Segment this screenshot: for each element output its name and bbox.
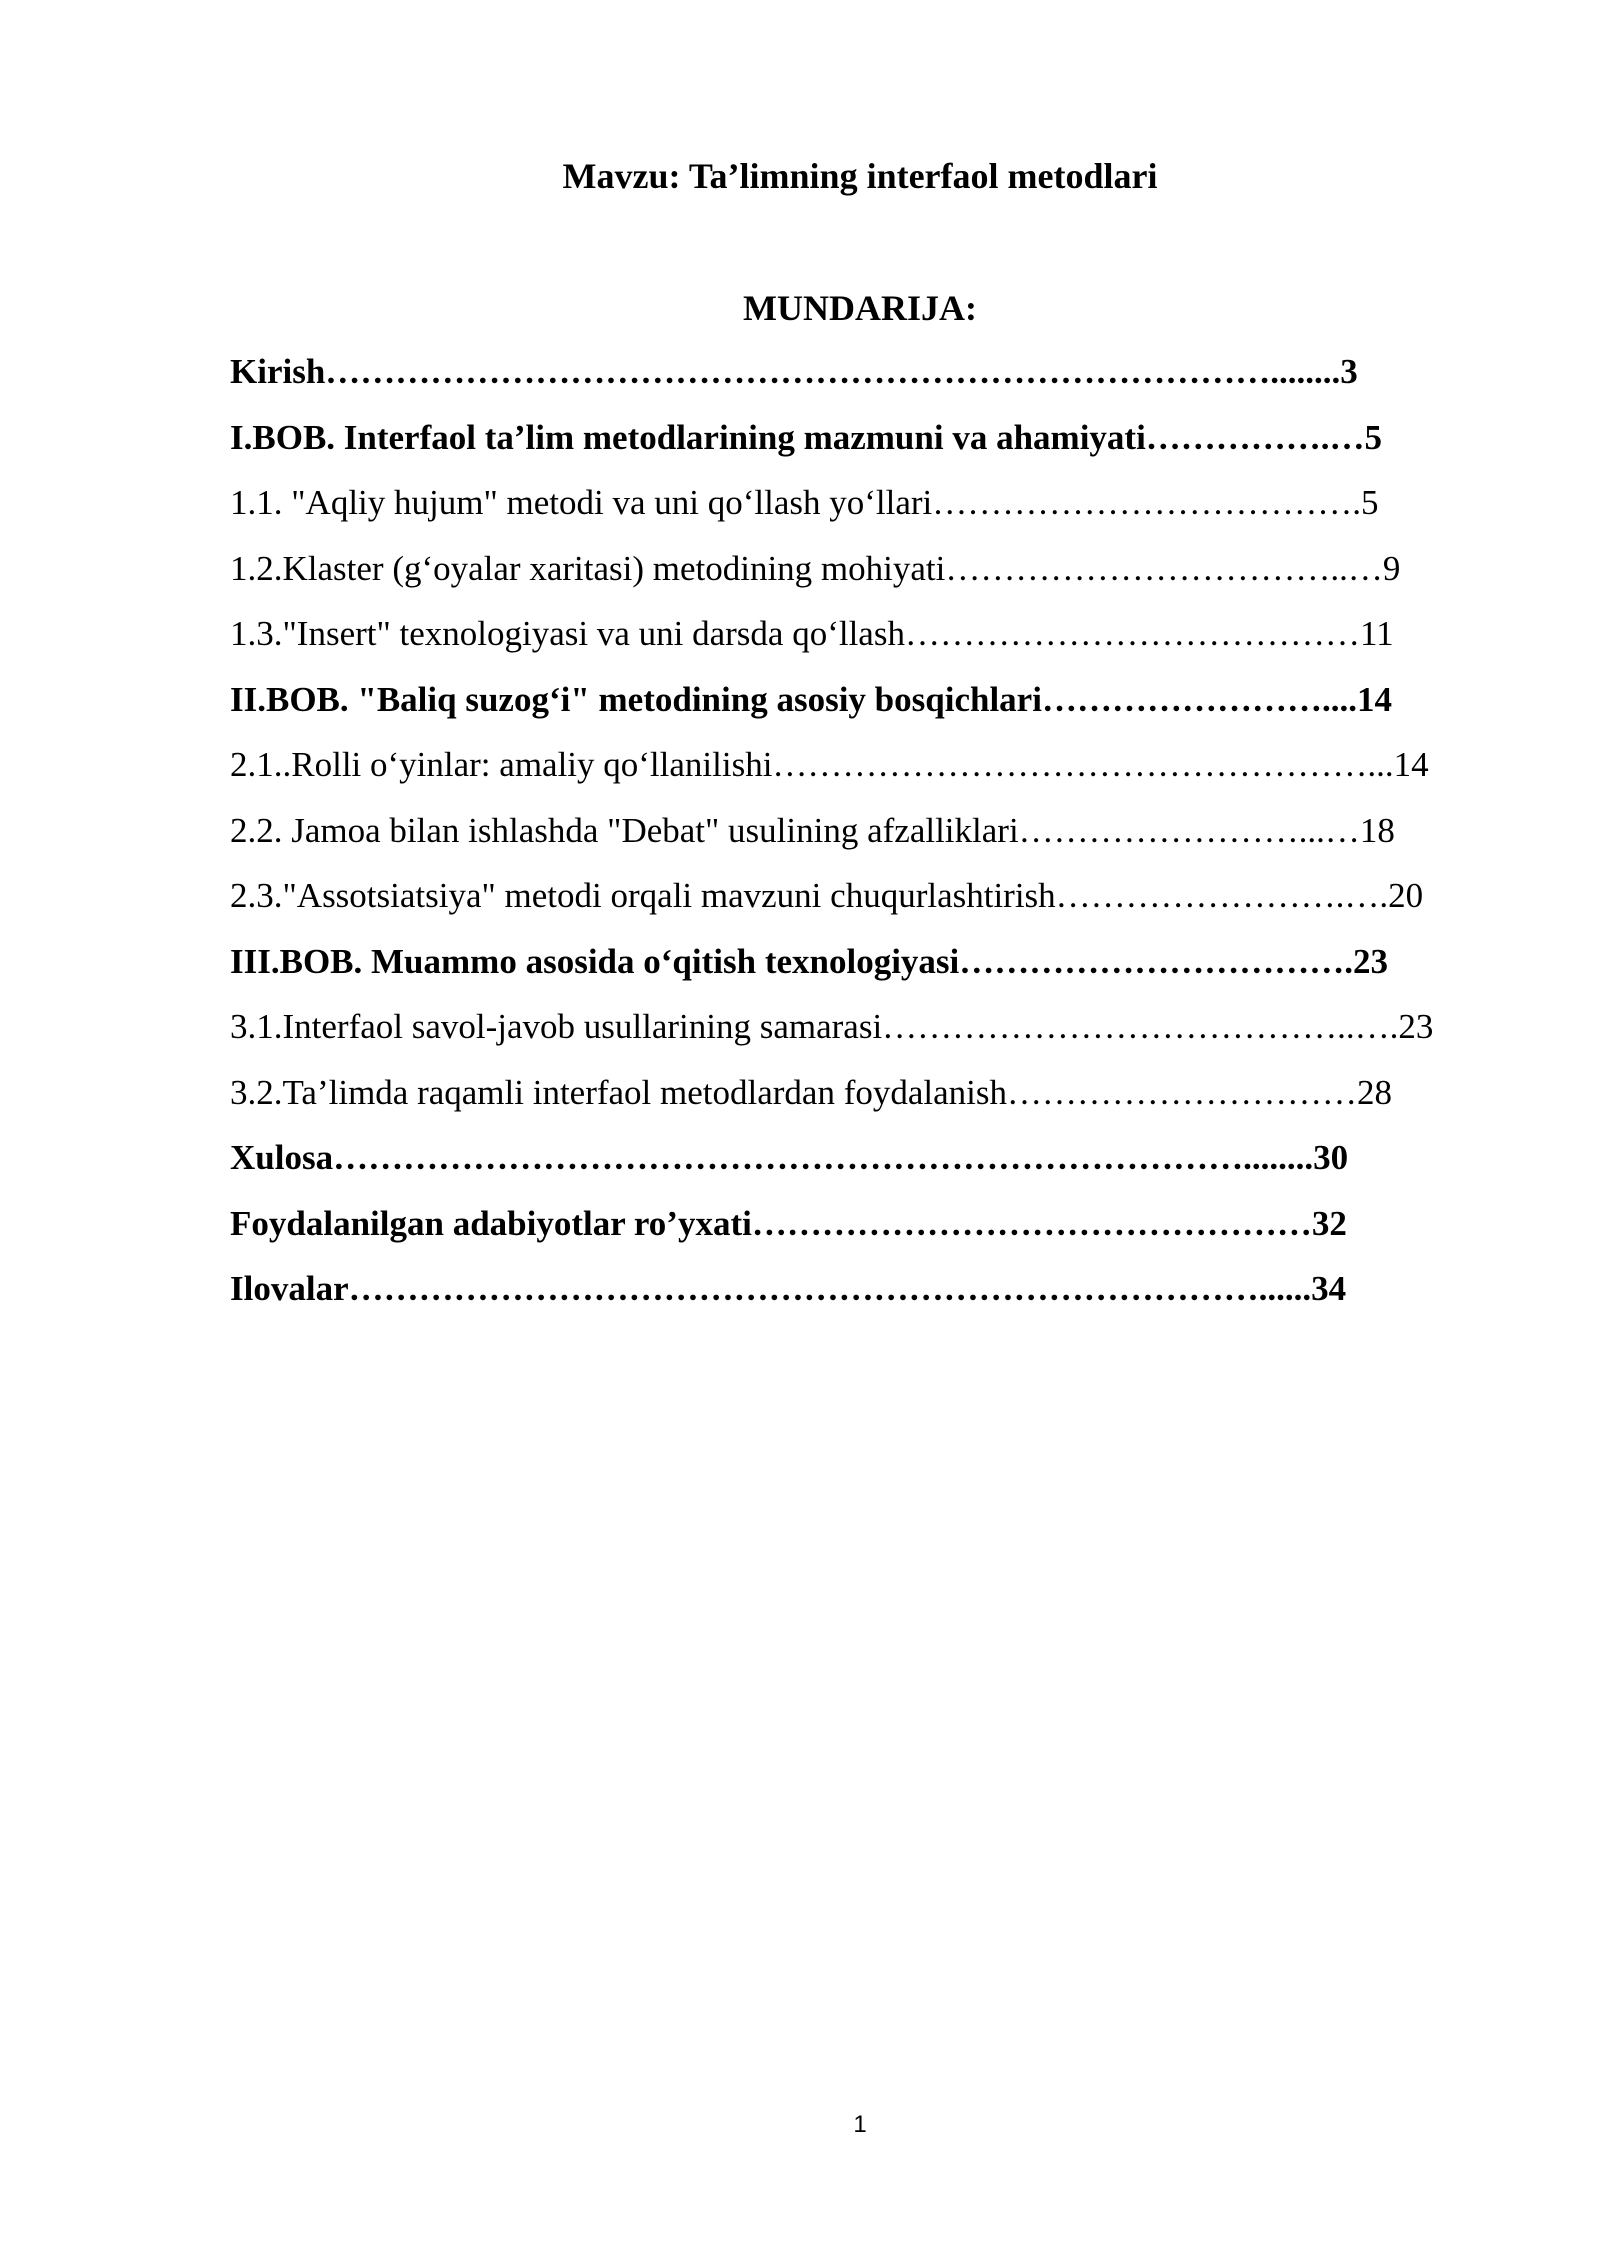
toc-entry-2-2: 2.2. Jamoa bilan ishlashda "Debat" usulining afzalliklari……………………...…18 — [230, 810, 1395, 850]
toc-entry-introduction: Kirish………………………………………………………………………........3 — [230, 352, 1358, 391]
toc-entry-1-3: 1.3."Insert" texnologiyasi va uni darsda qo‘llash…………………………………11 — [230, 614, 1394, 653]
toc-entry-3-2: 3.2.Ta’limda raqamli interfaol metodlardan foydalanish…………………………28 — [230, 1072, 1393, 1112]
toc-entry-chapter-1: I.BOB. Interfaol ta’lim metodlarining mazmuni va ahamiyati…………….…5 — [230, 417, 1383, 457]
toc-entry-conclusion: Xulosa……………………………………………………………………........30 — [230, 1138, 1349, 1177]
toc-entry-bibliography: Foydalanilgan adabiyotlar ro’yxati…………………………………………32 — [230, 1203, 1347, 1243]
toc-entry-chapter-2: II.BOB. "Baliq suzog‘i" metodining asosiy bosqichlari……………………....14 — [230, 679, 1392, 719]
toc-entry-chapter-3: III.BOB. Muammo asosida o‘qitish texnologiyasi…………………………….23 — [230, 941, 1389, 981]
topic-title: Mavzu: Ta’limning interfaol metodlari — [562, 156, 1158, 196]
toc-entry-1-1: 1.1. "Aqliy hujum" metodi va uni qo‘llash yo‘llari……………………………….5 — [230, 483, 1379, 522]
toc-entry-2-1: 2.1..Rolli o‘yinlar: amaliy qo‘llanilishi……………………………………………...14 — [230, 745, 1429, 784]
page-number: 1 — [853, 2111, 867, 2138]
toc-heading: MUNDARIJA: — [743, 288, 977, 328]
toc-entry-appendices: Ilovalar……………………………………………………………………......34 — [230, 1269, 1347, 1308]
toc-entry-1-2: 1.2.Klaster (g‘oyalar xaritasi) metodining mohiyati……………………………..…9 — [230, 548, 1401, 588]
toc-entry-2-3: 2.3."Assotsiatsiya" metodi orqali mavzuni chuqurlashtirish…………………….….20 — [230, 876, 1424, 915]
toc-entry-3-1: 3.1.Interfaol savol-javob usullarining samarasi…………………………………..….23 — [230, 1007, 1434, 1046]
table-of-contents — [230, 348, 1490, 1331]
